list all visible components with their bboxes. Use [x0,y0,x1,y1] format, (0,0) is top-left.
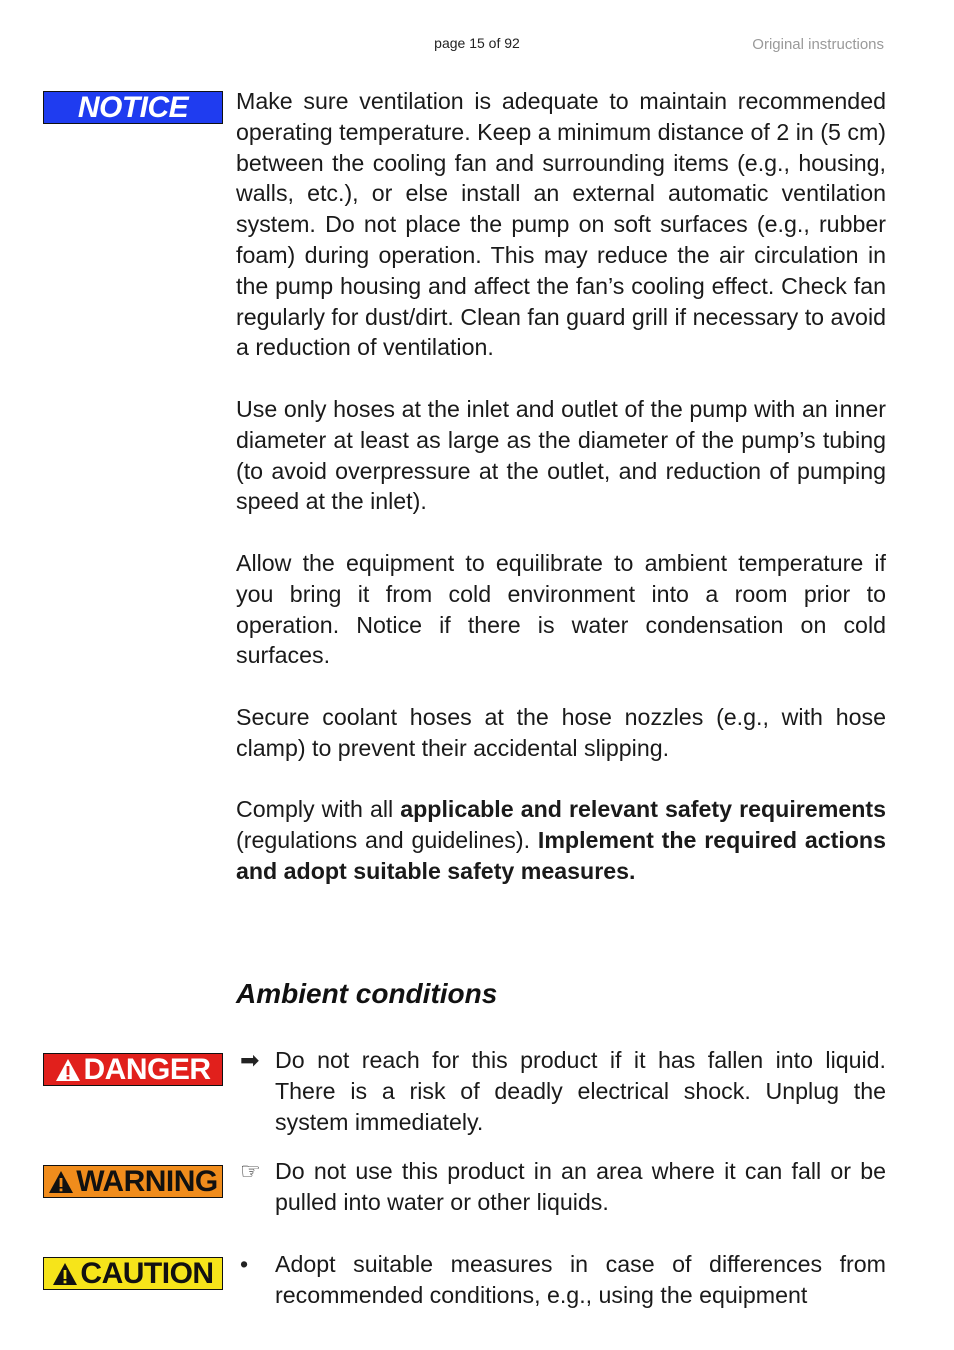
section-heading: Ambient conditions [236,978,498,1009]
caution-bullet [240,1249,886,1311]
warning-triangle-icon [55,1058,81,1082]
warning-triangle-icon [48,1170,74,1194]
safety-text-1: Comply with all [236,796,401,823]
safety-bold-2: Implement the required actions and adopt suitable safety measures. [236,827,886,884]
warning-bullet-text: Do not use this product in an area where it can fall or be pulled into water or other liquids. [275,1158,886,1215]
danger-bullet-text: Do not reach for this product if it has fallen into liquid. There is a risk of deadly electrical shock. Unplug the system immediately. [275,1047,886,1135]
pointing-hand-icon: ☞ [240,1158,261,1184]
safety-text-2: (regulations and guidelines). [236,827,538,854]
paragraph-coolant-hoses: Secure coolant hoses at the hose nozzles (e.g., with hose clamp) to prevent their accidental slipping. [236,703,886,761]
danger-bullet [240,1045,886,1137]
warning-label-text: WARNING [76,1164,218,1198]
safety-bold-1: applicable and relevant safety requirements [400,796,886,823]
paragraph-equilibrate: Allow the equipment to equilibrate to ambient temperature if you bring it from cold environment into a room prior to operation. Notice if there is water condensation on cold surfaces. [236,549,886,669]
paragraph-safety-requirements [236,794,886,886]
danger-label-text: DANGER [83,1052,211,1086]
notice-label [43,91,223,124]
caution-bullet-text: Adopt suitable measures in case of differences from recommended conditions, e.g., using the equipment [275,1251,886,1308]
page-number: page 15 of 92 [434,35,520,51]
caution-label [43,1257,223,1290]
arrow-right-icon: ➡ [240,1047,260,1073]
bullet-dot-icon: • [240,1251,249,1277]
paragraph-ventilation: Make sure ventilation is adequate to maintain recommended operating temperature. Keep a minimum distance of 2 in (5 cm) between the cooling fan and surrounding items (e.g., housing, walls, etc.), or else install an external automatic ventilation system. Do not place the pump on soft surfaces (e.g., rubber foam) during operation. This may reduce the air circulation in the pump housing and affect the fan’s cooling effect. Check fan regularly for dust/dirt. Clean fan guard grill if necessary to avoid a reduction of ventilation. [236,88,886,361]
caution-label-text: CAUTION [80,1256,214,1290]
danger-label [43,1053,223,1086]
paragraph-hoses: Use only hoses at the inlet and outlet of the pump with an inner diameter at least as large as the diameter of the pump’s tubing (to avoid overpressure at the outlet, and reduction of pumping speed at the inlet). [236,395,886,515]
notice-label-text: NOTICE [77,90,189,124]
notice-body [236,86,886,918]
document-type: Original instructions [752,36,884,53]
warning-bullet [240,1156,886,1218]
warning-label [43,1165,223,1198]
warning-triangle-icon [52,1262,78,1286]
